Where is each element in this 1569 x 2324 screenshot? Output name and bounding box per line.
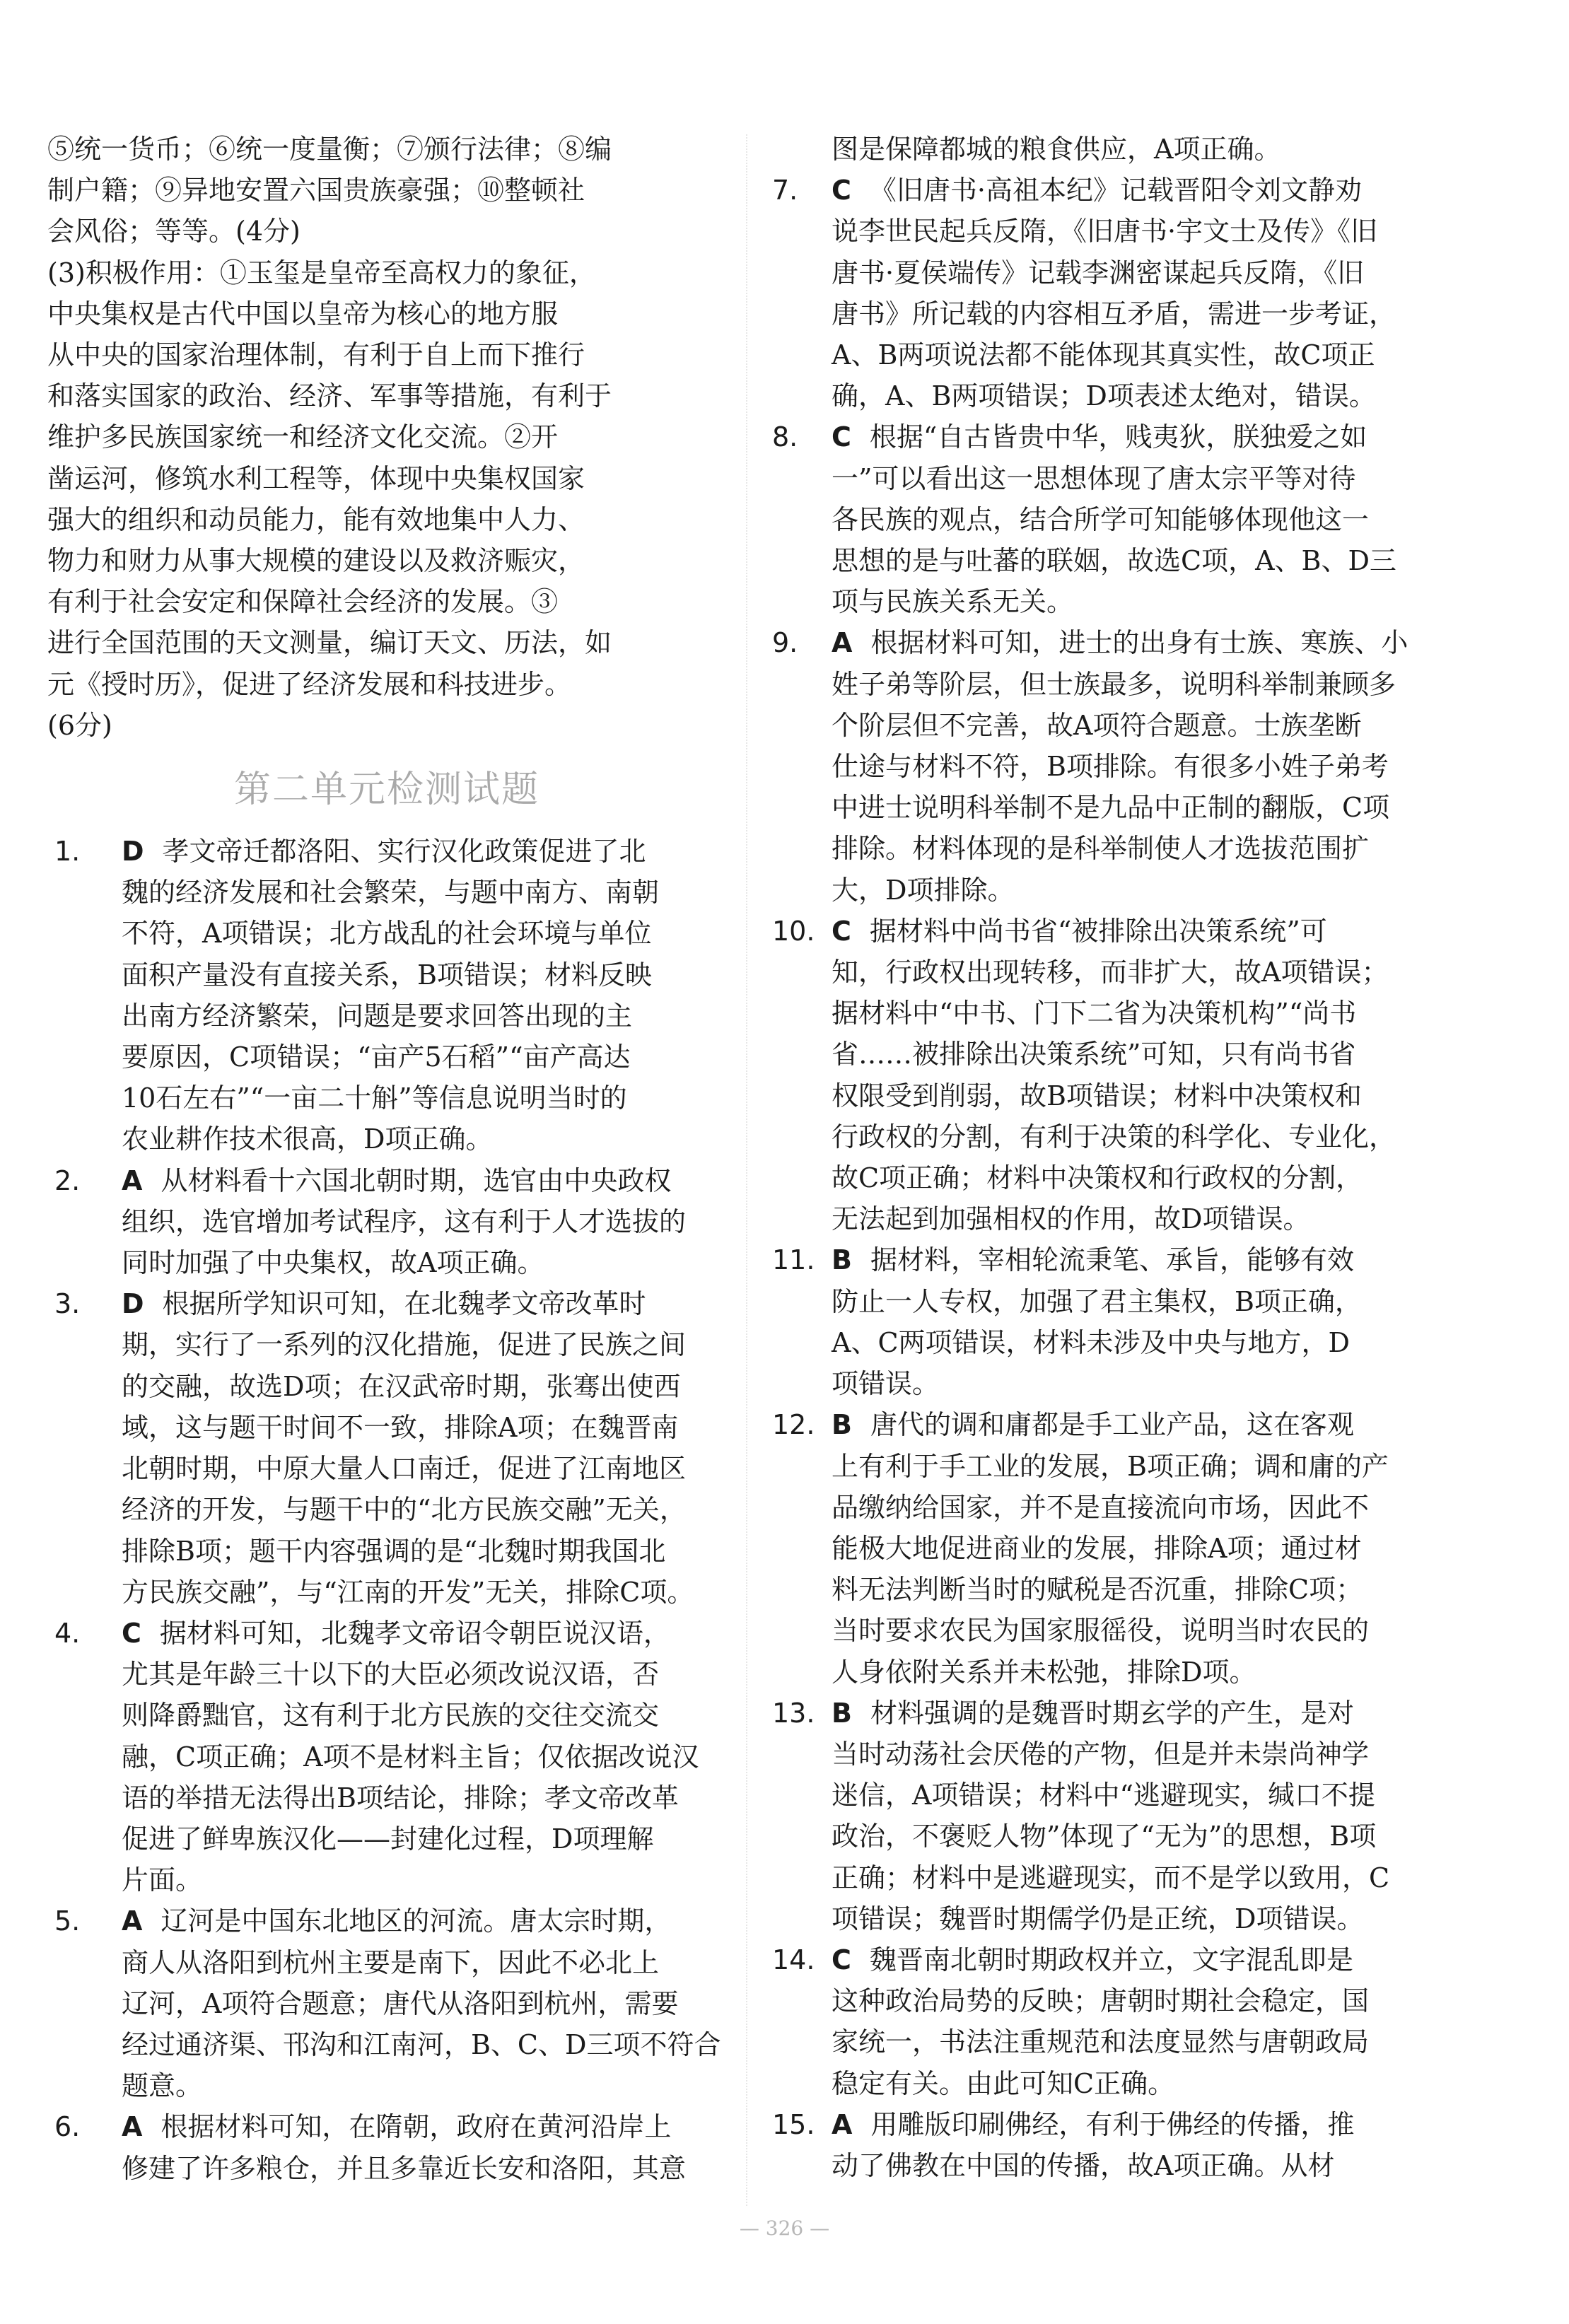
answer-line xyxy=(772,870,1515,911)
explanation-text: 一”可以看出这一思想体现了唐太宗平等对待 xyxy=(832,462,1356,494)
answer-line xyxy=(772,1693,1515,1734)
explanation-text: 姓子弟等阶层，但士族最多，说明科举制兼顾多 xyxy=(832,668,1396,700)
explanation-text: 促进了鲜卑族汉化——封建化过程，D项理解 xyxy=(122,1823,654,1855)
explanation-text: 尤其是年龄三十以下的大臣必须改说汉语，否 xyxy=(122,1659,660,1691)
answer-line xyxy=(772,1980,1515,2021)
answer-line xyxy=(772,252,1515,293)
explanation-text: 域，这与题干时间不一致，排除A项；在魏晋南 xyxy=(122,1411,679,1443)
answer-line xyxy=(772,1610,1515,1651)
explanation-text: 片面。 xyxy=(122,1864,203,1896)
explanation-text: 无法起到加强相权的作用，故D项错误。 xyxy=(832,1203,1310,1235)
answer-line xyxy=(772,1446,1515,1487)
explanation-text: 大，D项排除。 xyxy=(832,874,1015,906)
answer-line xyxy=(772,2104,1515,2145)
answer-line xyxy=(772,540,1515,581)
explanation-text: 正确；材料中是逃避现实，而不是学以致用，C xyxy=(832,1862,1390,1893)
explanation-text: 家统一，书法注重规范和法度显然与唐朝政局 xyxy=(832,2026,1370,2058)
carryover-line: 制户籍；⑨异地安置六国贵族豪强；⑩整顿社 xyxy=(47,175,585,206)
answer-line xyxy=(47,1859,726,1900)
section-title: 第二单元检测试题 xyxy=(233,769,539,812)
answer-letter: C xyxy=(832,915,851,947)
answer-line xyxy=(47,2106,726,2147)
answer-item xyxy=(772,1939,1515,2104)
explanation-text: 方民族交融”，与“江南的开发”无关，排除C项。 xyxy=(122,1576,694,1608)
answer-line xyxy=(772,1898,1515,1939)
explanation-text: 唐代的调和庸都是手工业产品，这在客观 xyxy=(870,1409,1354,1441)
answer-letter: C xyxy=(122,1617,141,1649)
answer-line xyxy=(772,211,1515,252)
explanation-text: 据材料中尚书省“被排除出决策系统”可 xyxy=(869,915,1327,947)
answer-letter: A xyxy=(122,2111,143,2143)
answer-line xyxy=(772,1239,1515,1280)
answer-letter: C xyxy=(832,1944,851,1975)
explanation-text: 仕途与材料不符，B项排除。有很多小姓子弟考 xyxy=(832,751,1389,783)
explanation-text: 政治，不褒贬人物”体现了“无为”的思想，B项 xyxy=(832,1821,1377,1852)
explanation-text: 题意。 xyxy=(122,2070,203,2102)
explanation-text: 项错误。 xyxy=(832,1368,940,1400)
explanation-text: A、C两项错误，材料未涉及中央与地方，D xyxy=(832,1326,1350,1358)
part3-line: 凿运河，修筑水利工程等，体现中央集权国家 xyxy=(47,462,585,494)
answer-line xyxy=(47,1407,726,1448)
question-number: 1. xyxy=(54,836,81,868)
answer-letter: B xyxy=(832,1409,852,1441)
answer-line xyxy=(47,1613,726,1654)
answer-line xyxy=(772,458,1515,499)
explanation-text: 10石左右”“一亩二十斛”等信息说明当时的 xyxy=(122,1082,627,1114)
question-number: 10. xyxy=(772,915,815,947)
explanation-text: 排除B项；题干内容强调的是“北魏时期我国北 xyxy=(122,1535,666,1567)
explanation-text: 上有利于手工业的发展，B项正确；调和庸的产 xyxy=(832,1450,1389,1482)
answer-letter: A xyxy=(832,627,853,659)
part3-line: 从中央的国家治理体制，有利于自上而下推行 xyxy=(47,339,585,371)
explanation-text: 经过通济渠、邗沟和江南河，B、C、D三项不符合 xyxy=(122,2028,721,2060)
part3-line: 物力和财力从事大规模的建设以及救济赈灾， xyxy=(47,545,585,577)
answer-line xyxy=(772,1775,1515,1816)
column-divider xyxy=(746,134,747,2206)
explanation-text: 出南方经济繁荣，问题是要求回答出现的主 xyxy=(122,1000,633,1032)
explanation-text: 省……被排除出决策系统”可知，只有尚书省 xyxy=(832,1039,1356,1070)
part3-line: (6分) xyxy=(47,709,112,741)
explanation-text: 迷信，A项错误；材料中“逃避现实，缄口不提 xyxy=(832,1780,1375,1811)
explanation-text: 材料强调的是魏晋时期玄学的产生，是对 xyxy=(870,1697,1354,1729)
carryover-line: ⑤统一货币；⑥统一度量衡；⑦颁行法律；⑧编 xyxy=(47,134,612,165)
explanation-text: 故C项正确；材料中决策权和行政权的分割， xyxy=(832,1162,1363,1194)
part3-line: 中央集权是古代中国以皇帝为核心的地方服 xyxy=(47,298,559,329)
question-number: 4. xyxy=(54,1617,81,1649)
explanation-text: 动了佛教在中国的传播，故A项正确。从材 xyxy=(832,2149,1335,2181)
explanation-text: 这种政治局势的反映；唐朝时期社会稳定，国 xyxy=(832,1985,1370,2017)
explanation-text: 要原因，C项错误；“亩产5石稻”“亩产高达 xyxy=(122,1041,631,1073)
question-number: 6. xyxy=(54,2111,81,2143)
answer-line xyxy=(772,1322,1515,1363)
explanation-text: 孝文帝迁都洛阳、实行汉化政策促进了北 xyxy=(162,836,646,868)
explanation-text: 根据“自古皆贵中华，贱夷狄，朕独爱之如 xyxy=(869,421,1367,453)
explanation-text: 个阶层但不完善，故A项符合题意。士族垄断 xyxy=(832,709,1362,741)
question-number: 9. xyxy=(772,627,798,659)
answer-line xyxy=(47,1654,726,1695)
answer-line xyxy=(772,1734,1515,1775)
answer-line xyxy=(47,1448,726,1489)
explanation-text: 项错误；魏晋时期儒学仍是正统，D项错误。 xyxy=(832,1903,1364,1934)
answer-line xyxy=(772,705,1515,746)
explanation-text: 融，C项正确；A项不是材料主旨；仅依据改说汉 xyxy=(122,1741,699,1773)
answer-line xyxy=(772,2063,1515,2104)
question-number: 12. xyxy=(772,1409,815,1441)
answer-item xyxy=(772,2104,1515,2186)
answer-line xyxy=(772,581,1515,622)
question-number: 8. xyxy=(772,421,798,453)
answer-line xyxy=(772,1363,1515,1404)
explanation-text: 辽河是中国东北地区的河流。唐太宗时期， xyxy=(161,1905,672,1937)
explanation-text: 唐书》所记载的内容相互矛盾，需进一步考证， xyxy=(832,298,1396,329)
answer-line xyxy=(47,1037,726,1078)
answer-line xyxy=(772,1075,1515,1116)
explanation-text: 商人从洛阳到杭州主要是南下，因此不必北上 xyxy=(122,1946,660,1978)
answer-line xyxy=(772,993,1515,1034)
explanation-text: 根据材料可知，在隋朝，政府在黄河沿岸上 xyxy=(161,2111,672,2143)
answer-line xyxy=(47,1366,726,1407)
explanation-text: 辽河，A项符合题意；唐代从洛阳到杭州，需要 xyxy=(122,1987,679,2019)
answer-line xyxy=(772,1198,1515,1239)
answer-line xyxy=(772,1528,1515,1569)
answer-line xyxy=(772,2145,1515,2186)
explanation-text: 当时动荡社会厌倦的产物，但是并未崇尚神学 xyxy=(832,1738,1370,1770)
part3-line: 强大的组织和动员能力，能有效地集中人力、 xyxy=(47,503,585,535)
explanation-text: 人身依附关系并未松弛，排除D项。 xyxy=(832,1656,1256,1688)
explanation-text: 同时加强了中央集权，故A项正确。 xyxy=(122,1247,544,1279)
explanation-text: 据材料可知，北魏孝文帝诏令朝臣说汉语， xyxy=(159,1617,670,1649)
explanation-text: 期，实行了一系列的汉化措施，促进了民族之间 xyxy=(122,1329,687,1361)
answer-line xyxy=(772,911,1515,952)
answer-line xyxy=(47,1242,726,1283)
answer-letter: A xyxy=(122,1164,143,1196)
answer-line xyxy=(772,1816,1515,1857)
answer-line xyxy=(47,1078,726,1119)
question-number: 11. xyxy=(772,1244,815,1276)
question-number: 15. xyxy=(772,2108,815,2140)
question-number: 3. xyxy=(54,1288,81,1320)
answer-item xyxy=(772,1404,1515,1692)
answer-item xyxy=(772,911,1515,1240)
explanation-text: 根据所学知识可知，在北魏孝文帝改革时 xyxy=(162,1288,646,1320)
answer-line xyxy=(772,293,1515,334)
answer-line xyxy=(47,2065,726,2106)
answer-item xyxy=(772,1239,1515,1404)
answer-line xyxy=(47,1160,726,1201)
explanation-text: 行政权的分割，有利于决策的科学化、专业化， xyxy=(832,1121,1396,1152)
answer-letter: C xyxy=(832,421,851,453)
answer-line xyxy=(47,1942,726,1983)
explanation-text: 排除。材料体现的是科举制使人才选拔范围扩 xyxy=(832,833,1370,865)
answer-line xyxy=(47,1695,726,1736)
answer-line xyxy=(772,2021,1515,2062)
answer-line xyxy=(772,499,1515,540)
answer-line xyxy=(772,1116,1515,1157)
answer-item xyxy=(47,831,726,1160)
answer-line xyxy=(772,1652,1515,1693)
answer-line xyxy=(47,954,726,995)
answer-letter: B xyxy=(832,1697,852,1729)
explanation-text: 修建了许多粮仓，并且多靠近长安和洛阳，其意 xyxy=(122,2152,687,2184)
explanation-text: 说李世民起兵反隋，《旧唐书·宇文士及传》《旧 xyxy=(832,216,1378,247)
answer-item xyxy=(772,1693,1515,1939)
answer-letter: C xyxy=(832,175,851,206)
answer-line xyxy=(47,1324,726,1365)
answer-letter: A xyxy=(832,2108,853,2140)
answer-line xyxy=(772,416,1515,457)
answer-line xyxy=(47,1572,726,1613)
explanation-text: 《旧唐书·高祖本纪》记载晋阳令刘文静劝 xyxy=(869,175,1362,206)
answer-item xyxy=(47,1900,726,2106)
answer-line xyxy=(772,334,1515,375)
part3-line: 进行全国范围的天文测量，编订天文、历法，如 xyxy=(47,627,612,659)
explanation-text: 据材料中“中书、门下二省为决策机构”“尚书 xyxy=(832,998,1357,1029)
answer-letter: D xyxy=(122,1288,144,1320)
explanation-text: 从材料看十六国北朝时期，选官由中央政权 xyxy=(161,1164,672,1196)
left-column xyxy=(47,129,726,2189)
explanation-text: 经济的开发，与题干中的“北方民族交融”无关， xyxy=(122,1494,687,1526)
answer-letter: A xyxy=(122,1905,143,1937)
answer-line xyxy=(772,828,1515,869)
right-answer-list xyxy=(772,170,1515,2186)
answer-line xyxy=(772,1487,1515,1528)
answer-line xyxy=(772,170,1515,211)
answer-line xyxy=(772,787,1515,828)
explanation-text: 则降爵黜官，这有利于北方民族的交往交流交 xyxy=(122,1700,660,1732)
answer-line xyxy=(772,375,1515,416)
explanation-text: 各民族的观点，结合所学可知能够体现他这一 xyxy=(832,503,1370,535)
answer-line xyxy=(772,1857,1515,1898)
explanation-text: 料无法判断当时的赋税是否沉重，排除C项； xyxy=(832,1574,1363,1606)
explanation-text: 知，行政权出现转移，而非扩大，故A项错误； xyxy=(832,957,1389,988)
explanation-text: 魏晋南北朝时期政权并立，文字混乱即是 xyxy=(869,1944,1353,1975)
explanation-text: 据材料，宰相轮流秉笔、承旨，能够有效 xyxy=(870,1244,1354,1276)
answer-line xyxy=(47,1900,726,1941)
answer-line xyxy=(47,1489,726,1530)
answer-item xyxy=(772,622,1515,910)
explanation-text: 魏的经济发展和社会繁荣，与题中南方、南朝 xyxy=(122,877,660,909)
explanation-text: A、B两项说法都不能体现其真实性，故C项正 xyxy=(832,339,1375,371)
answer-line xyxy=(772,664,1515,705)
answer-line xyxy=(47,1736,726,1777)
explanation-text: 思想的是与吐蕃的联姻，故选C项，A、B、D三 xyxy=(832,545,1396,577)
answer-letter: D xyxy=(122,836,144,868)
answer-line xyxy=(47,1777,726,1818)
page-number: — 326 — xyxy=(739,2217,830,2240)
explanation-text: 农业耕作技术很高，D项正确。 xyxy=(122,1123,493,1155)
part3-line: (3)积极作用：①玉玺是皇帝至高权力的象征， xyxy=(47,257,596,288)
explanation-text: 的交融，故选D项；在汉武帝时期，张骞出使西 xyxy=(122,1370,681,1402)
carryover-answer xyxy=(47,129,726,746)
explanation-text: 确，A、B两项错误；D项表述太绝对，错误。 xyxy=(832,380,1376,412)
answer-line xyxy=(772,1281,1515,1322)
explanation-text: 根据材料可知，进士的出身有士族、寒族、小 xyxy=(870,627,1408,659)
explanation-text: 能极大地促进商业的发展，排除A项；通过材 xyxy=(832,1532,1362,1564)
explanation-text: 用雕版印刷佛经，有利于佛经的传播，推 xyxy=(870,2108,1355,2140)
answer-line xyxy=(47,1201,726,1242)
carryover-line: 会风俗；等等。(4分) xyxy=(47,216,301,247)
answer-line xyxy=(47,831,726,872)
answer-line xyxy=(772,622,1515,663)
explanation-text: 稳定有关。由此可知C正确。 xyxy=(832,2067,1175,2099)
question-number: 14. xyxy=(772,1944,815,1975)
explanation-text: 北朝时期，中原大量人口南迁，促进了江南地区 xyxy=(122,1453,687,1485)
left-answer-list xyxy=(47,831,726,2189)
answer-item xyxy=(772,170,1515,416)
answer-letter: B xyxy=(832,1244,852,1276)
answer-line xyxy=(47,1983,726,2024)
answer-line xyxy=(47,1119,726,1160)
answer-line xyxy=(772,1939,1515,1980)
explanation-text: 当时要求农民为国家服徭役，说明当时农民的 xyxy=(832,1615,1370,1647)
answer-item xyxy=(47,1283,726,1613)
explanation-text: 语的举措无法得出B项结论，排除；孝文帝改革 xyxy=(122,1782,679,1814)
explanation-text: 中进士说明科举制不是九品中正制的翻版，C项 xyxy=(832,792,1390,824)
answer-line xyxy=(772,1404,1515,1445)
answer-line xyxy=(47,1818,726,1859)
answer-line xyxy=(772,1034,1515,1075)
answer-line xyxy=(47,2148,726,2189)
answer-line xyxy=(772,1157,1515,1198)
part3-line: 和落实国家的政治、经济、军事等措施，有利于 xyxy=(47,380,612,412)
part3-line: 有利于社会安定和保障社会经济的发展。③ xyxy=(47,586,559,618)
answer-line xyxy=(47,913,726,954)
explanation-text: 组织，选官增加考试程序，这有利于人才选拔的 xyxy=(122,1205,687,1237)
answer-item xyxy=(47,2106,726,2188)
question-number: 5. xyxy=(54,1905,81,1937)
answer-item xyxy=(47,1613,726,1900)
answer-line xyxy=(47,1531,726,1572)
question-number: 13. xyxy=(772,1697,815,1729)
right-column xyxy=(772,129,1515,2186)
continuation-line: 图是保障都城的粮食供应，A项正确。 xyxy=(832,134,1281,165)
part3-line: 维护多民族国家统一和经济文化交流。②开 xyxy=(47,421,559,453)
answer-line xyxy=(772,1569,1515,1610)
question-number: 7. xyxy=(772,175,798,206)
answer-line xyxy=(47,872,726,913)
explanation-text: 防止一人专权，加强了君主集权，B项正确， xyxy=(832,1285,1362,1317)
answer-line xyxy=(47,2024,726,2065)
explanation-text: 唐书·夏侯端传》记载李渊密谋起兵反隋，《旧 xyxy=(832,257,1365,288)
question-number: 2. xyxy=(54,1164,81,1196)
explanation-text: 权限受到削弱，故B项错误；材料中决策权和 xyxy=(832,1080,1362,1111)
answer-item xyxy=(47,1160,726,1284)
answer-item xyxy=(772,416,1515,622)
answer-line xyxy=(772,746,1515,787)
answer-line xyxy=(772,952,1515,993)
part3-line: 元《授时历》，促进了经济发展和科技进步。 xyxy=(47,668,572,700)
answer-line xyxy=(47,1283,726,1324)
answer-line xyxy=(47,995,726,1037)
explanation-text: 项与民族关系无关。 xyxy=(832,586,1074,618)
explanation-text: 品缴纳给国家，并不是直接流向市场，因此不 xyxy=(832,1491,1370,1523)
explanation-text: 不符，A项错误；北方战乱的社会环境与单位 xyxy=(122,918,652,950)
explanation-text: 面积产量没有直接关系，B项错误；材料反映 xyxy=(122,959,652,991)
